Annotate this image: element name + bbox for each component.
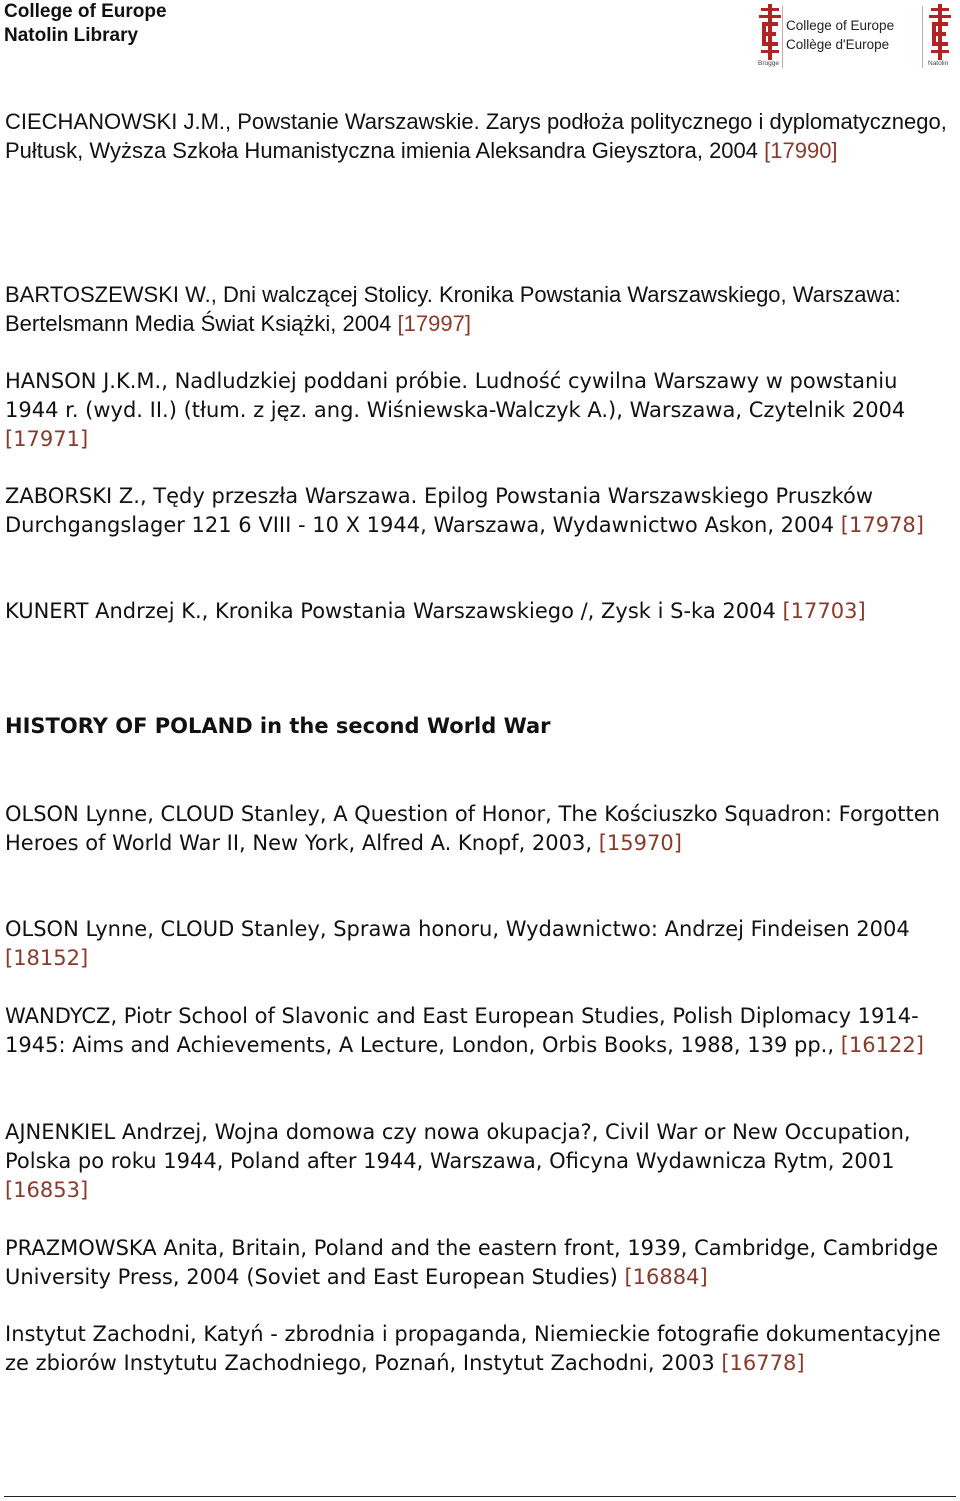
entry-text: WANDYCZ, Piotr School of Slavonic and East European Studies, Polish Diplomacy 1914-1945: Aims and Achievements, A Lecture, London, Orbis Books, 1988, 139 pp., <box>5 1004 919 1057</box>
logo-divider-right <box>922 6 923 68</box>
bruges-crest-icon <box>758 4 782 60</box>
entry-ref: [16778] <box>721 1351 805 1375</box>
bibliography-entry <box>5 1320 957 1378</box>
bibliography-entry <box>5 1118 957 1205</box>
natolin-crest-icon <box>928 4 952 60</box>
entry-ref: [17703] <box>782 599 866 623</box>
entry-ref: [17971] <box>5 427 89 451</box>
logo-divider-left <box>782 6 783 68</box>
entry-ref: [17978] <box>840 513 924 537</box>
entry-text: OLSON Lynne, CLOUD Stanley, Sprawa honoru, Wydawnictwo: Andrzej Findeisen 2004 <box>5 917 910 941</box>
section-heading: HISTORY OF POLAND in the second World War <box>5 714 551 738</box>
entry-text: BARTOSZEWSKI W., Dni walczącej Stolicy. Kronika Powstania Warszawskiego, Warszawa: Bertelsmann Media Świat Książki, 2004 <box>5 282 901 336</box>
bibliography-entry <box>5 1002 957 1060</box>
entry-text: Instytut Zachodni, Katyń - zbrodnia i propaganda, Niemieckie fotografie dokumentacyjne ze zbiorów Instytutu Zachodniego, Poznań, Instytut Zachodni, 2003 <box>5 1322 941 1375</box>
library-header <box>4 0 167 48</box>
entry-text: HANSON J.K.M., Nadludzkiej poddani próbie. Ludność cywilna Warszawy w powstaniu 1944 r. (wyd. II.) (tłum. z jęz. ang. Wiśniewska-Walczyk A.), Warszawa, Czytelnik 2004 <box>5 369 906 422</box>
entry-text: OLSON Lynne, CLOUD Stanley, A Question of Honor, The Kościuszko Squadron: Forgotten Heroes of World War II, New York, Alfred A. Knopf, 2003, <box>5 802 940 855</box>
bibliography-entry <box>5 107 957 165</box>
header-institution: College of Europe <box>4 1 167 22</box>
entry-ref: [16122] <box>840 1033 924 1057</box>
bibliography-entry <box>5 280 957 338</box>
page-bottom-rule <box>4 1496 956 1497</box>
entry-ref: [16853] <box>5 1178 89 1202</box>
entry-ref: [17997] <box>397 311 471 336</box>
entry-text: CIECHANOWSKI J.M., Powstanie Warszawskie. Zarys podłoża politycznego i dyplomatycznego, Pułtusk, Wyższa Szkoła Humanistyczna imienia Aleksandra Gieysztora, 2004 <box>5 109 947 163</box>
logo-caption-brugge: Brugge <box>758 60 779 67</box>
college-logos <box>756 0 960 74</box>
entry-ref: [18152] <box>5 946 89 970</box>
entry-ref: [15970] <box>598 831 682 855</box>
entry-text: KUNERT Andrzej K., Kronika Powstania Warszawskiego /, Zysk i S-ka 2004 <box>5 599 783 623</box>
bibliography-entry <box>5 800 957 858</box>
logo-caption-natolin: Natolin <box>928 60 949 67</box>
bibliography-entry <box>5 1234 957 1292</box>
logo-text-french: Collège d'Europe <box>786 37 890 52</box>
entry-text: AJNENKIEL Andrzej, Wojna domowa czy nowa okupacja?, Civil War or New Occupation, Polska po roku 1944, Poland after 1944, Warszawa, Oficyna Wydawnicza Rytm, 2001 <box>5 1120 911 1173</box>
logo-text-english: College of Europe <box>786 18 895 33</box>
entry-ref: [16884] <box>624 1265 708 1289</box>
logo-text <box>786 16 894 54</box>
entry-ref: [17990] <box>764 138 838 163</box>
bibliography-entry <box>5 915 957 973</box>
bibliography-entry <box>5 367 957 454</box>
entry-text: ZABORSKI Z., Tędy przeszła Warszawa. Epilog Powstania Warszawskiego Pruszków Durchgangslager 121 6 VIII - 10 X 1944, Warszawa, Wydawnictwo Askon, 2004 <box>5 484 874 537</box>
bibliography-entry <box>5 597 957 626</box>
entry-text: PRAZMOWSKA Anita, Britain, Poland and the eastern front, 1939, Cambridge, Cambridge University Press, 2004 (Soviet and East European Studies) <box>5 1236 939 1289</box>
bibliography-entry <box>5 482 957 540</box>
header-library: Natolin Library <box>4 25 139 46</box>
